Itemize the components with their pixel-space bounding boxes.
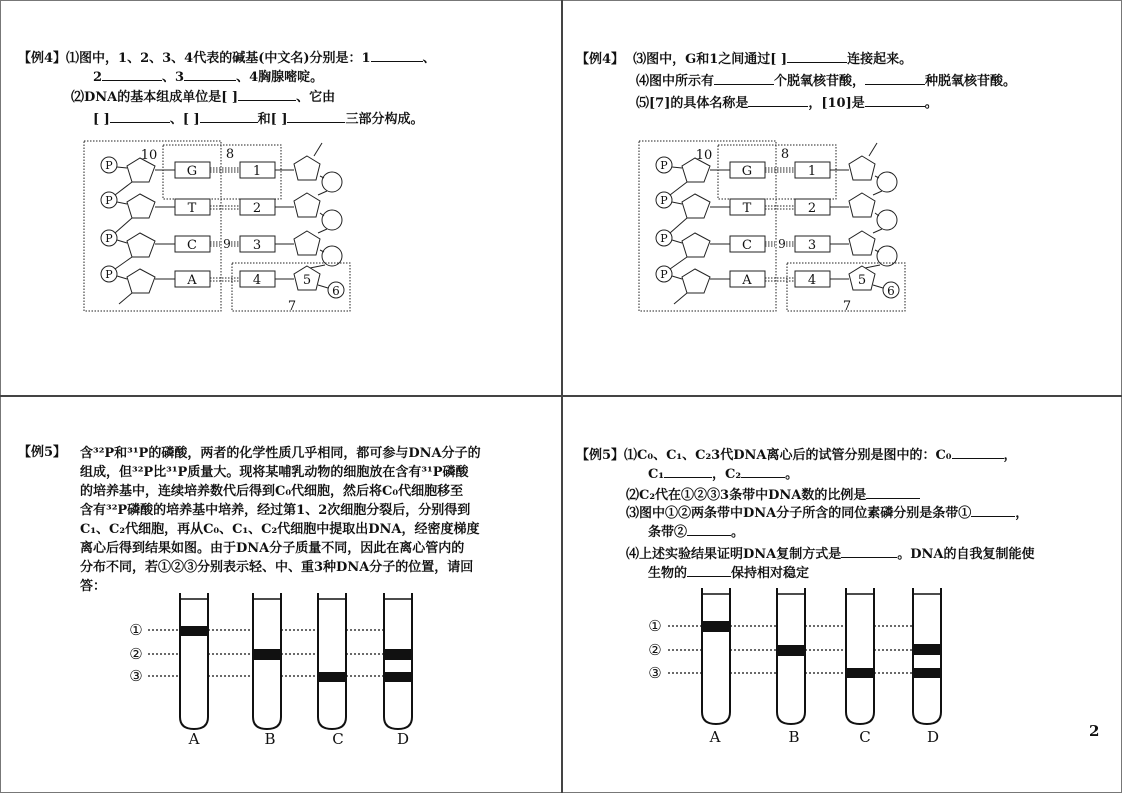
question-line: ⑸[7]的具体名称是 ，[10]是 。 bbox=[636, 96, 938, 111]
answer-blank[interactable] bbox=[664, 465, 712, 478]
svg-text:②: ② bbox=[129, 645, 143, 663]
band-heavy bbox=[846, 668, 874, 678]
centrifuge-tubes-diagram bbox=[120, 589, 440, 749]
svg-text:3: 3 bbox=[252, 238, 262, 253]
question-line: ⑵DNA的基本组成单位是[ ] 、它由 bbox=[71, 90, 336, 105]
svg-text:P: P bbox=[105, 268, 113, 281]
dna-structure-diagram bbox=[637, 138, 912, 316]
band-heavy bbox=[318, 672, 346, 682]
svg-text:③: ③ bbox=[129, 667, 143, 685]
svg-text:9: 9 bbox=[223, 237, 231, 251]
svg-text:9: 9 bbox=[778, 237, 786, 251]
svg-text:10: 10 bbox=[140, 148, 158, 163]
svg-text:G: G bbox=[741, 164, 753, 179]
slide-example5-intro bbox=[0, 397, 560, 792]
svg-text:5: 5 bbox=[857, 273, 867, 288]
svg-text:P: P bbox=[660, 194, 668, 207]
svg-text:P: P bbox=[105, 194, 113, 207]
svg-text:P: P bbox=[660, 159, 668, 172]
band-medium bbox=[913, 644, 941, 655]
answer-blank[interactable] bbox=[841, 545, 897, 558]
svg-text:D: D bbox=[926, 728, 940, 746]
band-medium bbox=[253, 649, 281, 660]
question-line: 2 、3 、4胸腺嘧啶。 bbox=[93, 70, 324, 85]
svg-text:8: 8 bbox=[225, 147, 235, 162]
question-line: 【例4】 ⑶图中，G和1之间通过[ ] 连接起来。 bbox=[576, 52, 913, 67]
answer-blank[interactable] bbox=[238, 88, 296, 101]
page-number: 2 bbox=[1089, 722, 1100, 740]
svg-text:6: 6 bbox=[332, 284, 340, 298]
band-light bbox=[702, 621, 730, 632]
problem-paragraph: 含³²P和³¹P的磷酸，两者的化学性质几乎相同，都可参与DNA分子的 组成，但³²P比³¹P质量大。现将某哺乳动物的细胞放在含有³¹P磷酸 的培养基中，连续培养数代后得到C₀代细胞，然后将C₀代细胞移至 含有³²P磷酸的培养基中培养，经过第1、2次细胞分裂后，分别得到 C₁、C₂代细胞，再从C₀、C₁、C₂代细胞中提取出DNA，经密度梯度 离心后得到结果如图。由于DNA分子质量不同，因此在离心管内的 分布不同，若①②③分别表示轻、中、重3种DNA分子的位置，请回 答： bbox=[80, 446, 481, 594]
band-heavy bbox=[384, 672, 412, 682]
svg-text:2: 2 bbox=[252, 201, 262, 216]
svg-text:1: 1 bbox=[252, 164, 262, 179]
svg-text:A: A bbox=[187, 273, 197, 288]
svg-text:T: T bbox=[742, 201, 752, 216]
answer-blank[interactable] bbox=[714, 72, 774, 85]
question-line: 生物的 保持相对稳定 bbox=[648, 566, 810, 581]
question-line: 【例4】⑴图中，1、2、3、4代表的碱基(中文名)分别是：1 、 bbox=[18, 51, 436, 66]
question-line: [ ] 、[ ] 和[ ] 三部分构成。 bbox=[93, 112, 424, 127]
answer-blank[interactable] bbox=[687, 523, 731, 536]
svg-text:T: T bbox=[187, 201, 197, 216]
svg-text:7: 7 bbox=[287, 299, 297, 314]
svg-text:P: P bbox=[660, 232, 668, 245]
answer-blank[interactable] bbox=[971, 504, 1015, 517]
answer-blank[interactable] bbox=[184, 68, 236, 81]
svg-text:7: 7 bbox=[842, 299, 852, 314]
answer-blank[interactable] bbox=[952, 446, 1004, 459]
question-line: ⑶图中①②两条带中DNA分子所含的同位素磷分别是条带① ， bbox=[626, 506, 1029, 521]
band-light bbox=[180, 626, 208, 636]
svg-text:4: 4 bbox=[807, 273, 817, 288]
svg-text:4: 4 bbox=[252, 273, 262, 288]
answer-blank[interactable] bbox=[787, 50, 847, 63]
band-medium bbox=[777, 645, 805, 656]
svg-text:G: G bbox=[186, 164, 198, 179]
question-line: 【例5】⑴C₀、C₁、C₂3代DNA离心后的试管分别是图中的：C₀ ， bbox=[576, 448, 1017, 463]
answer-blank[interactable] bbox=[102, 68, 162, 81]
svg-text:C: C bbox=[187, 238, 197, 253]
svg-text:2: 2 bbox=[807, 201, 817, 216]
question-line: 条带② 。 bbox=[648, 525, 745, 540]
svg-text:5: 5 bbox=[302, 273, 312, 288]
svg-text:C: C bbox=[859, 728, 871, 746]
answer-blank[interactable] bbox=[866, 486, 920, 499]
answer-blank[interactable] bbox=[371, 49, 423, 62]
answer-blank[interactable] bbox=[741, 465, 785, 478]
slide-example5-questions bbox=[562, 397, 1122, 792]
svg-text:10: 10 bbox=[695, 148, 713, 163]
example-tag: 【例4】 bbox=[576, 52, 625, 67]
svg-text:6: 6 bbox=[887, 284, 895, 298]
svg-text:P: P bbox=[105, 232, 113, 245]
question-line: C₁ ，C₂ 。 bbox=[648, 467, 799, 482]
answer-blank[interactable] bbox=[200, 110, 258, 123]
answer-blank[interactable] bbox=[865, 72, 925, 85]
svg-text:①: ① bbox=[129, 621, 143, 639]
svg-text:①: ① bbox=[648, 617, 662, 635]
answer-blank[interactable] bbox=[110, 110, 170, 123]
dna-structure-diagram bbox=[82, 138, 357, 316]
svg-text:C: C bbox=[332, 730, 344, 748]
band-medium bbox=[384, 649, 412, 660]
svg-text:②: ② bbox=[648, 641, 662, 659]
svg-text:A: A bbox=[188, 730, 200, 748]
answer-blank[interactable] bbox=[287, 110, 345, 123]
question-line: ⑷上述实验结果证明DNA复制方式是 。DNA的自我复制能使 bbox=[626, 547, 1035, 562]
svg-text:C: C bbox=[742, 238, 752, 253]
slide-example4-part1 bbox=[0, 0, 560, 395]
svg-text:P: P bbox=[660, 268, 668, 281]
answer-blank[interactable] bbox=[865, 94, 925, 107]
svg-text:8: 8 bbox=[780, 147, 790, 162]
example-tag: 【例5】 bbox=[18, 445, 67, 460]
centrifuge-tubes-diagram bbox=[638, 584, 958, 749]
answer-blank[interactable] bbox=[687, 564, 731, 577]
question-line: ⑵C₂代在①②③3条带中DNA数的比例是 bbox=[626, 486, 920, 505]
svg-text:1: 1 bbox=[807, 164, 817, 179]
answer-blank[interactable] bbox=[748, 94, 808, 107]
band-heavy bbox=[913, 668, 941, 678]
svg-text:③: ③ bbox=[648, 664, 662, 682]
svg-text:D: D bbox=[396, 730, 410, 748]
svg-text:3: 3 bbox=[807, 238, 817, 253]
question-line: ⑷图中所示有 个脱氧核苷酸， 种脱氧核苷酸。 bbox=[636, 74, 1017, 89]
svg-text:A: A bbox=[742, 273, 752, 288]
svg-text:P: P bbox=[105, 159, 113, 172]
svg-text:A: A bbox=[709, 728, 721, 746]
svg-text:B: B bbox=[264, 730, 276, 748]
slide-example4-part2 bbox=[562, 0, 1122, 395]
example-tag: 【例4】 bbox=[18, 51, 67, 66]
svg-text:B: B bbox=[788, 728, 800, 746]
example-tag: 【例5】 bbox=[576, 448, 625, 463]
